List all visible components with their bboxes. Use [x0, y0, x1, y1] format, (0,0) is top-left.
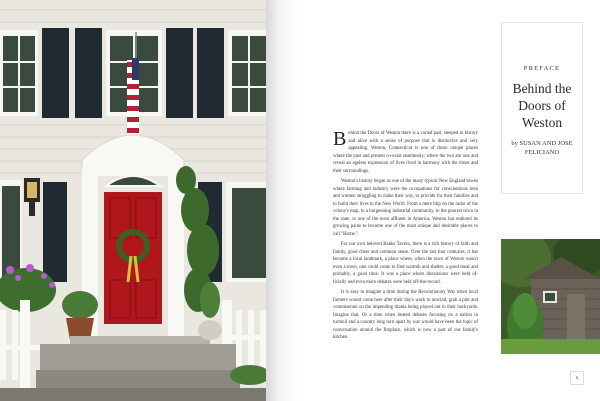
body-paragraph: It is easy to imagine a time during the Revolutionary War when local farmers would come here after their day's work to unwind, grab a pint and commiserate on the impending drama being played out in their backyards. Imagine that. Or a time when heated debates focusing on a nation in turmoil and a country long torn apart by war would have been the topic of conversation around the fireplace, which is now a part of our family's kitchen.	[333, 290, 478, 340]
body-paragraph: Weston's history began as one of the many typical New England towns where farming and industry were the occupations for conscientious men and women struggling to make their way, to provide for their families and to build their lives in the New World. From a mere blip on the radar of the colony's map, to a burgeoning industrial community, to the poorest town in the state, to one of the most affluent in America, Weston has endured its growing pains to become one of the most unique and desirable places to call "Home."	[333, 179, 478, 237]
preface-title	[502, 80, 582, 131]
drop-cap: B	[333, 128, 347, 150]
body-paragraph: For our own beloved Banks Tavern, there is a rich history of faith and family, good cheer and common sense. Over the last four centuries, it has become a local landmark, a place where, when the town of Weston wasn't even a town, one could come to find warmth and shelter, a good meal and probably, a good time. It was a place where discussions were held of-ficially and even more debates were held off-the-record.	[333, 242, 478, 285]
flag	[127, 58, 139, 135]
shed-photo-illustration	[501, 239, 600, 354]
preface-card	[501, 22, 583, 194]
body-paragraph: Behind the Doors of Weston there is a varied past, steeped in history and alive with a sense of purpose that is distinctive and very appealing. Weston, Connecticut is one of those unique places where the past and present co-exist seamlessly; where the two are one and reveal an ageless expression of lives lived in harmony with the times and their surroundings.	[333, 128, 478, 174]
preface-title-line: Doors of	[518, 98, 566, 113]
page-number: x	[570, 371, 584, 385]
right-page	[300, 0, 600, 401]
preface-author: by SUSAN AND JOSE FELICIANO	[511, 140, 573, 156]
book-gutter	[266, 0, 300, 401]
house-photo	[0, 0, 266, 401]
preface-body-text	[333, 130, 478, 345]
house-photo-illustration	[0, 0, 266, 401]
preface-label: PREFACE	[523, 65, 561, 72]
preface-title-line: Weston	[521, 115, 563, 130]
preface-title-line: Behind the	[512, 81, 572, 96]
shed-photo	[501, 239, 600, 354]
